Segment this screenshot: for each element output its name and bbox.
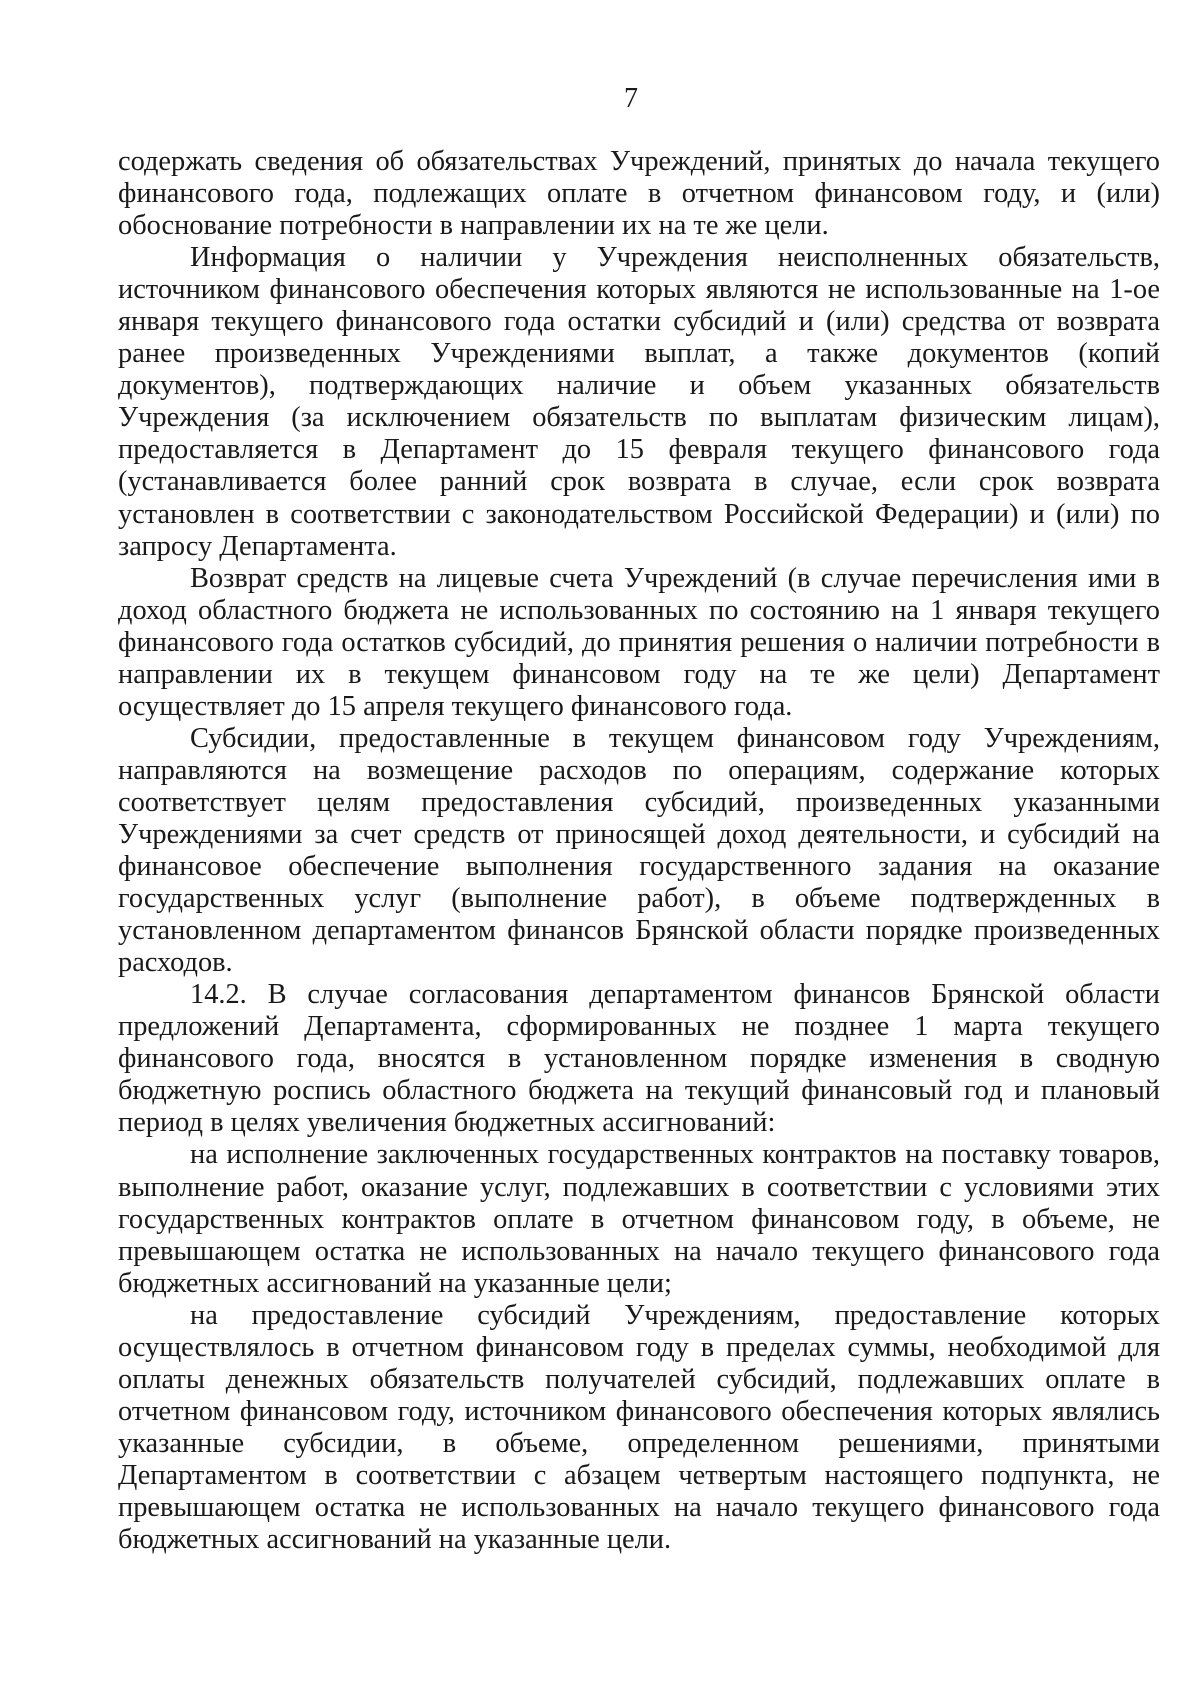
page-number: 7 <box>624 83 638 114</box>
paragraph-subsidies-directed: Субсидии, предоставленные в текущем финансовом году Учреждениям, направляются на возмещение расходов по операциям, содержание которых соответствует целям предоставления субсидий, произведенных указанными Учреждениями за счет средств от приносящей доход деятельности, и субсидий на финансовое обеспечение выполнения государственного задания на оказание государственных услуг (выполнение работ), в объеме подтвержденных в установленном департаментом финансов Брянской области порядке произведенных расходов. <box>118 722 1160 979</box>
paragraph-return-of-funds: Возврат средств на лицевые счета Учреждений (в случае перечисления ими в доход областного бюджета не использованных по состоянию на 1 января текущего финансового года остатков субсидий, до принятия решения о наличии потребности в направлении их в текущем финансовом году на те же цели) Департамент осуществляет до 15 апреля текущего финансового года. <box>118 562 1160 722</box>
paragraph-information-obligations: Информация о наличии у Учреждения неисполненных обязательств, источником финансового обеспечения которых являются не использованные на 1-ое января текущего финансового года остатки субсидий и (или) средства от возврата ранее произведенных Учреждениями выплат, а также документов (копий документов), подтверждающих наличие и объем указанных обязательств Учреждения (за исключением обязательств по выплатам физическим лицам), предоставляется в Департамент до 15 февраля текущего финансового года (устанавливается более ранний срок возврата в случае, если срок возврата установлен в соответствии с законодательством Российской Федерации) и (или) по запросу Департамента. <box>118 242 1160 562</box>
document-body <box>118 146 1160 1556</box>
paragraph-clause-14-2: 14.2. В случае согласования департаментом финансов Брянской области предложений Департамента, сформированных не позднее 1 марта текущего финансового года, вносятся в установленном порядке изменения в сводную бюджетную роспись областного бюджета на текущий финансовый год и плановый период в целях увеличения бюджетных ассигнований: <box>118 979 1160 1139</box>
paragraph-continuation: содержать сведения об обязательствах Учреждений, принятых до начала текущего финансового года, подлежащих оплате в отчетном финансовом году, и (или) обоснование потребности в направлении их на те же цели. <box>118 146 1160 242</box>
paragraph-state-contracts: на исполнение заключенных государственных контрактов на поставку товаров, выполнение работ, оказание услуг, подлежавших в соответствии с условиями этих государственных контрактов оплате в отчетном финансовом году, в объеме, не превышающем остатка не использованных на начало текущего финансового года бюджетных ассигнований на указанные цели; <box>118 1139 1160 1299</box>
paragraph-subsidies-to-institutions: на предоставление субсидий Учреждениям, предоставление которых осуществлялось в отчетном финансовом году в пределах суммы, необходимой для оплаты денежных обязательств получателей субсидий, подлежавших оплате в отчетном финансовом году, источником финансового обеспечения которых являлись указанные субсидии, в объеме, определенном решениями, принятыми Департаментом в соответствии с абзацем четвертым настоящего подпункта, не превышающем остатка не использованных на начало текущего финансового года бюджетных ассигнований на указанные цели. <box>118 1299 1160 1556</box>
